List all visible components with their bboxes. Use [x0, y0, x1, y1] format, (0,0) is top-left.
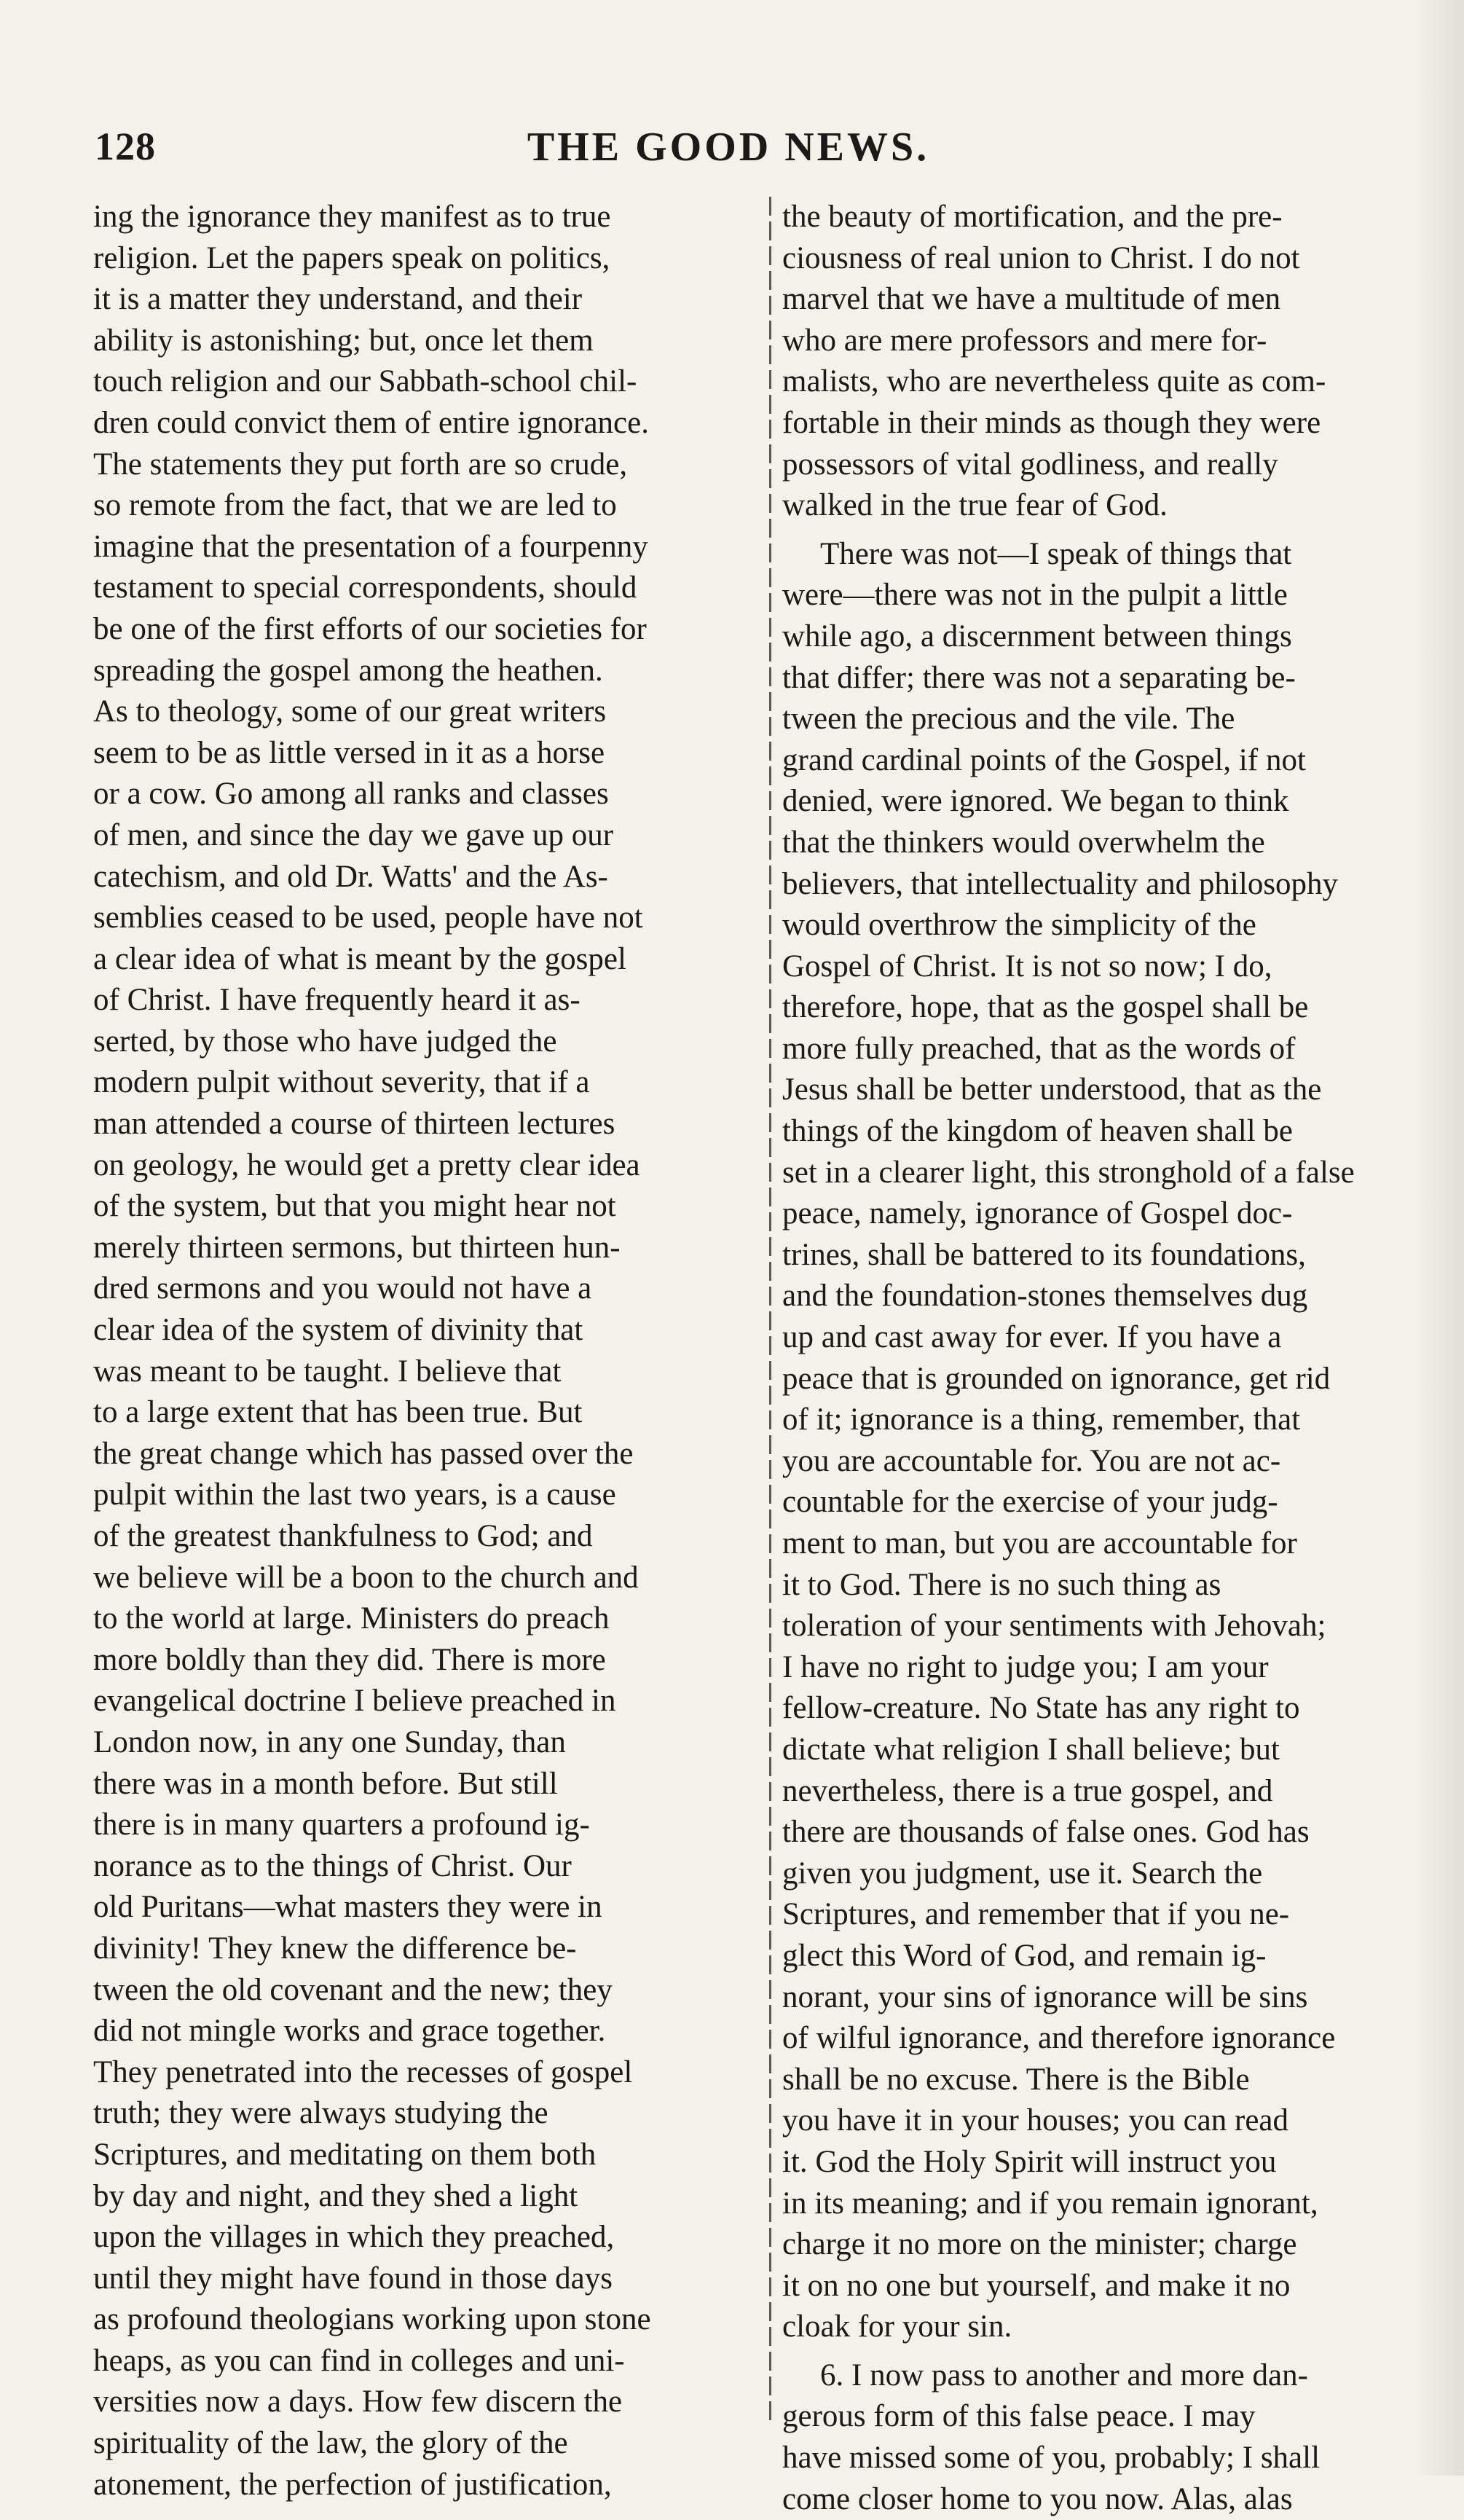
- text-line: would overthrow the simplicity of the: [782, 908, 1256, 943]
- text-line: in its meaning; and if you remain ignorant,: [782, 2186, 1318, 2221]
- text-line: come closer home to you now. Alas, alas: [782, 2481, 1293, 2516]
- text-line: peace, namely, ignorance of Gospel doc-: [782, 1196, 1293, 1231]
- text-line: until they might have found in those days: [93, 2261, 613, 2296]
- text-line: old Puritans—what masters they were in: [93, 1890, 602, 1925]
- text-line: you have it in your houses; you can read: [782, 2103, 1288, 2138]
- text-line: possessors of vital godliness, and really: [782, 447, 1278, 482]
- text-line: There was not—I speak of things that: [820, 536, 1292, 571]
- text-line: walked in the true fear of God.: [782, 488, 1168, 523]
- text-line: ing the ignorance they manifest as to true: [93, 200, 611, 234]
- text-line: of the greatest thankfulness to God; and: [93, 1519, 593, 1553]
- text-line: you are accountable for. You are not ac-: [782, 1443, 1281, 1478]
- text-line: The statements they put forth are so crude,: [93, 447, 628, 482]
- text-line: was meant to be taught. I believe that: [93, 1354, 562, 1389]
- text-line: marvel that we have a multitude of men: [782, 282, 1281, 317]
- text-line: to a large extent that has been true. But: [93, 1395, 583, 1430]
- text-line: Jesus shall be better understood, that as the: [782, 1072, 1322, 1107]
- paragraph-gap: [782, 527, 1441, 534]
- text-line: ciousness of real union to Christ. I do not: [782, 240, 1300, 275]
- text-line: imagine that the presentation of a fourpenny: [93, 529, 648, 564]
- text-line: merely thirteen sermons, but thirteen hun-: [93, 1230, 621, 1265]
- text-line: and the foundation-stones themselves dug: [782, 1279, 1308, 1314]
- right-column: [782, 197, 1441, 2520]
- text-line: it is a matter they understand, and their: [93, 282, 583, 317]
- text-line: by day and night, and they shed a light: [93, 2178, 578, 2213]
- text-line: so remote from the fact, that we are led to: [93, 488, 617, 523]
- text-line: seem to be as little versed in it as a horse: [93, 735, 605, 770]
- text-line: of wilful ignorance, and therefore ignorance: [782, 2021, 1336, 2056]
- text-line: dictate what religion I shall believe; but: [782, 1732, 1280, 1767]
- text-line: of men, and since the day we gave up our: [93, 817, 614, 852]
- text-line: given you judgment, use it. Search the: [782, 1856, 1263, 1891]
- text-line: Gospel of Christ. It is not so now; I do,: [782, 949, 1272, 984]
- text-line: testament to special correspondents, should: [93, 570, 637, 605]
- text-line: I have no right to judge you; I am your: [782, 1649, 1269, 1684]
- text-line: grand cardinal points of the Gospel, if not: [782, 742, 1306, 777]
- text-line: set in a clearer light, this stronghold of a false: [782, 1155, 1355, 1190]
- text-line: we believe will be a boon to the church and: [93, 1560, 639, 1595]
- journal-title: THE GOOD NEWS.: [527, 125, 930, 170]
- text-line: religion. Let the papers speak on politics,: [93, 240, 610, 275]
- text-line: ability is astonishing; but, once let them: [93, 323, 594, 358]
- text-line: gerous form of this false peace. I may: [782, 2399, 1256, 2434]
- text-line: semblies ceased to be used, people have not: [93, 900, 643, 935]
- text-line: evangelical doctrine I believe preached in: [93, 1684, 616, 1719]
- text-line: trines, shall be battered to its foundations,: [782, 1237, 1306, 1272]
- text-line: fortable in their minds as though they were: [782, 405, 1321, 440]
- text-line: it to God. There is no such thing as: [782, 1567, 1221, 1602]
- text-line: things of the kingdom of heaven shall be: [782, 1114, 1293, 1149]
- text-line: 6. I now pass to another and more dan-: [820, 2358, 1308, 2393]
- page-edge-shadow: [1413, 0, 1464, 2476]
- text-line: on geology, he would get a pretty clear idea: [93, 1147, 640, 1182]
- text-line: have missed some of you, probably; I shall: [782, 2441, 1321, 2476]
- text-line: malists, who are nevertheless quite as com-: [782, 364, 1326, 399]
- text-line: clear idea of the system of divinity that: [93, 1313, 583, 1348]
- text-line: cloak for your sin.: [782, 2309, 1012, 2344]
- text-line: who are mere professors and mere for-: [782, 323, 1267, 358]
- text-line: serted, by those who have judged the: [93, 1024, 557, 1059]
- text-line: there was in a month before. But still: [93, 1766, 558, 1801]
- text-line: modern pulpit without severity, that if a: [93, 1065, 590, 1100]
- text-line: atonement, the perfection of justification,: [93, 2467, 612, 2502]
- text-line: norance as to the things of Christ. Our: [93, 1848, 572, 1883]
- text-line: that differ; there was not a separating be-: [782, 660, 1296, 695]
- text-line: there is in many quarters a profound ig-: [93, 1807, 590, 1842]
- text-line: countable for the exercise of your judg-: [782, 1485, 1278, 1520]
- text-line: man attended a course of thirteen lectures: [93, 1107, 615, 1142]
- text-line: toleration of your sentiments with Jehovah;: [782, 1609, 1326, 1644]
- text-line: nevertheless, there is a true gospel, and: [782, 1773, 1273, 1808]
- text-line: fellow-creature. No State has any right to: [782, 1691, 1300, 1726]
- text-line: catechism, and old Dr. Watts' and the As-: [93, 859, 608, 894]
- text-line: of Christ. I have frequently heard it as-: [93, 983, 581, 1018]
- text-line: shall be no excuse. There is the Bible: [782, 2062, 1250, 2097]
- text-line: the beauty of mortification, and the pre-: [782, 200, 1283, 234]
- text-line: ment to man, but you are accountable for: [782, 1526, 1297, 1561]
- text-columns: [93, 197, 1419, 2516]
- text-line: as profound theologians working upon stone: [93, 2302, 651, 2337]
- text-line: tween the old covenant and the new; they: [93, 1972, 613, 2007]
- text-line: versities now a days. How few discern the: [93, 2384, 623, 2419]
- text-line: or a cow. Go among all ranks and classes: [93, 777, 609, 812]
- text-line: As to theology, some of our great writers: [93, 694, 607, 729]
- text-line: norant, your sins of ignorance will be sins: [782, 1979, 1308, 2014]
- text-line: more fully preached, that as the words of: [782, 1031, 1296, 1066]
- text-line: there are thousands of false ones. God has: [782, 1815, 1310, 1850]
- text-line: dren could convict them of entire ignorance.: [93, 405, 649, 440]
- text-line: They penetrated into the recesses of gospel: [93, 2054, 633, 2089]
- text-line: denied, were ignored. We began to think: [782, 784, 1289, 819]
- text-line: a clear idea of what is meant by the gospel: [93, 941, 626, 976]
- text-line: upon the villages in which they preached,: [93, 2220, 615, 2255]
- text-line: divinity! They knew the difference be-: [93, 1931, 577, 1966]
- text-line: tween the precious and the vile. The: [782, 702, 1235, 737]
- paragraph-gap: [782, 2348, 1441, 2355]
- text-line: Scriptures, and remember that if you ne-: [782, 1897, 1290, 1932]
- text-line: therefore, hope, that as the gospel shall be: [782, 990, 1309, 1025]
- text-line: heaps, as you can find in colleges and uni-: [93, 2343, 625, 2378]
- text-line: of the system, but that you might hear not: [93, 1189, 616, 1224]
- text-line: to the world at large. Ministers do preach: [93, 1601, 610, 1636]
- text-line: touch religion and our Sabbath-school chil-: [93, 364, 637, 399]
- text-line: believers, that intellectuality and philosophy: [782, 866, 1339, 901]
- text-line: spirituality of the law, the glory of the: [93, 2426, 568, 2461]
- text-line: the great change which has passed over the: [93, 1436, 634, 1471]
- text-line: charge it no more on the minister; charge: [782, 2227, 1297, 2262]
- text-line: glect this Word of God, and remain ig-: [782, 1938, 1267, 1973]
- text-line: while ago, a discernment between things: [782, 619, 1292, 653]
- text-line: spreading the gospel among the heathen.: [93, 653, 603, 688]
- text-line: be one of the first efforts of our societies for: [93, 611, 647, 646]
- column-rule: [769, 197, 771, 2426]
- page-number: 128: [95, 125, 156, 168]
- text-line: up and cast away for ever. If you have a: [782, 1320, 1282, 1355]
- text-line: truth; they were always studying the: [93, 2096, 548, 2131]
- text-line: were—there was not in the pulpit a little: [782, 578, 1288, 613]
- text-line: that the thinkers would overwhelm the: [782, 825, 1265, 860]
- running-head: [44, 124, 1413, 182]
- text-line: did not mingle works and grace together.: [93, 2014, 606, 2049]
- text-line: it. God the Holy Spirit will instruct you: [782, 2144, 1277, 2179]
- text-line: Scriptures, and meditating on them both: [93, 2137, 597, 2172]
- text-line: of it; ignorance is a thing, remember, that: [782, 1402, 1301, 1437]
- text-line: dred sermons and you would not have a: [93, 1271, 592, 1306]
- text-line: pulpit within the last two years, is a cause: [93, 1477, 616, 1512]
- text-line: London now, in any one Sunday, than: [93, 1724, 566, 1759]
- left-column: [93, 197, 778, 2505]
- text-line: it on no one but yourself, and make it no: [782, 2268, 1291, 2303]
- text-line: peace that is grounded on ignorance, get rid: [782, 1361, 1331, 1396]
- text-line: more boldly than they did. There is more: [93, 1642, 606, 1677]
